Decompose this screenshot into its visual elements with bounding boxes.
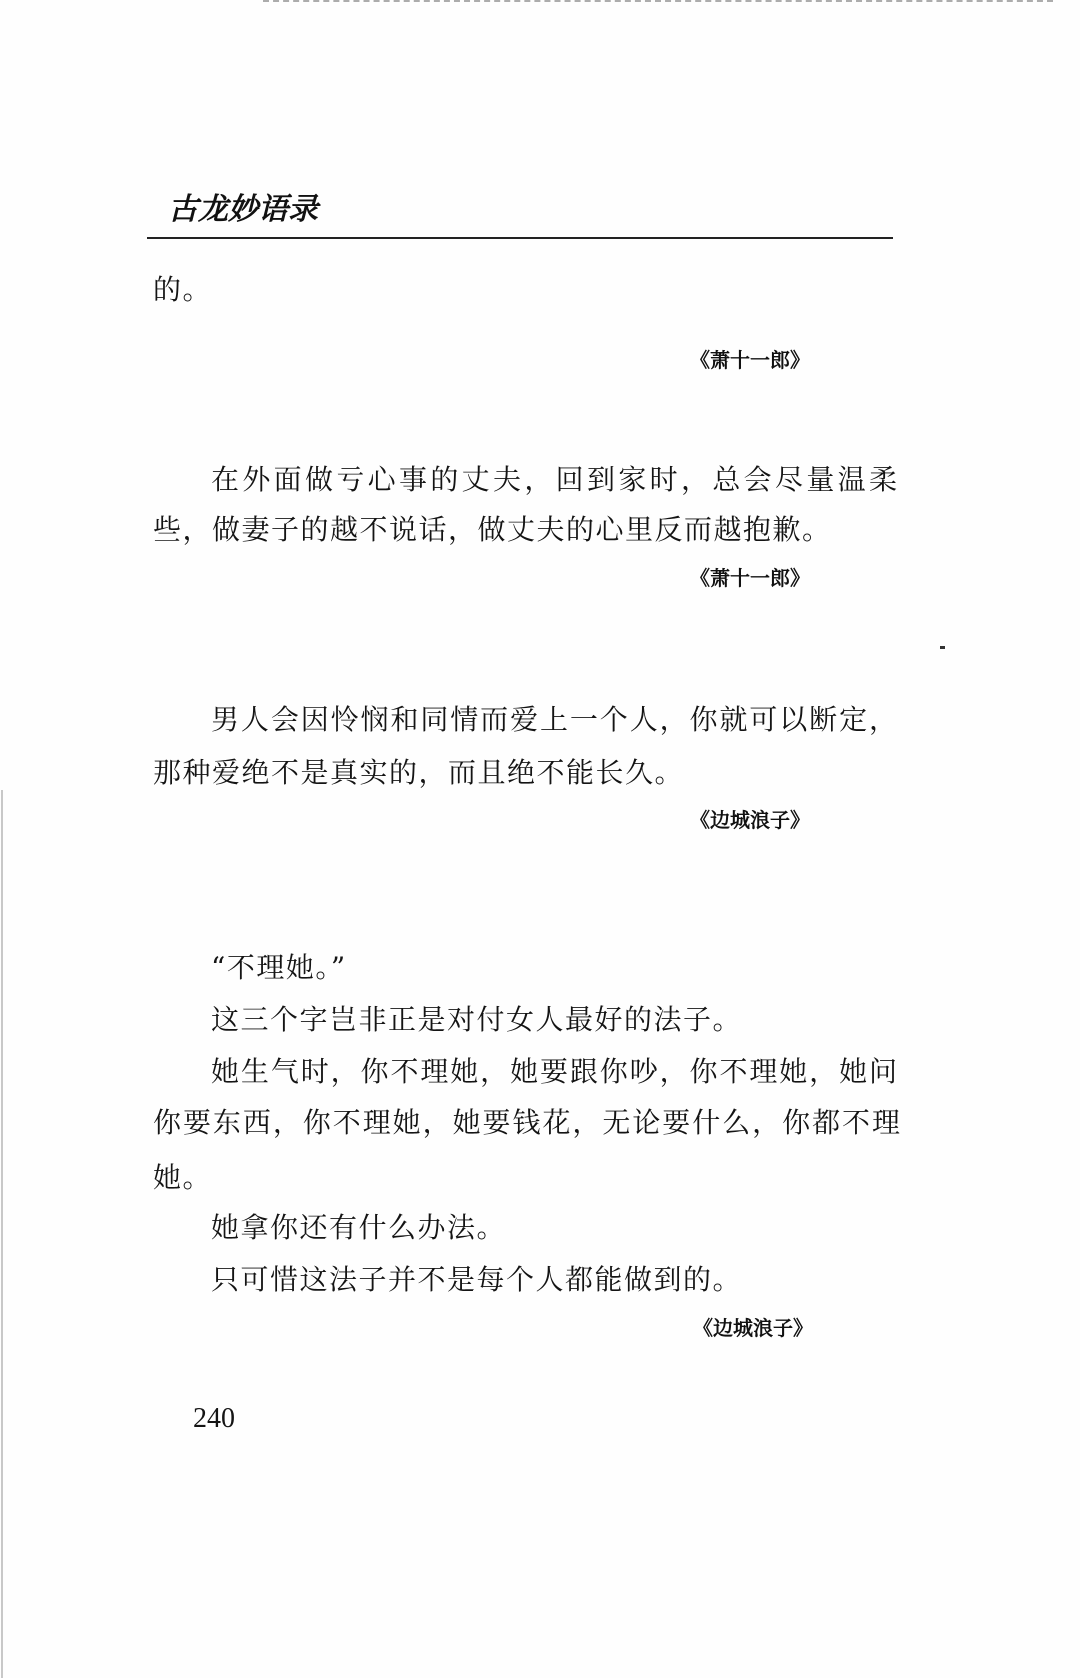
source-citation: 《边城浪子》: [690, 808, 810, 832]
header-rule: [147, 237, 893, 239]
scan-artifact-dot: [940, 646, 945, 649]
text-line: 的。: [153, 273, 213, 306]
text-line: 这三个字岂非正是对付女人最好的法子。: [211, 1003, 743, 1036]
source-citation: 《萧十一郎》: [690, 566, 810, 590]
text-line: 她生气时，你不理她，她要跟你吵，你不理她，她问: [211, 1055, 897, 1088]
source-citation: 《萧十一郎》: [690, 348, 810, 372]
running-header-title: 古龙妙语录: [168, 192, 318, 227]
text-line: 她。: [153, 1161, 213, 1194]
source-citation: 《边城浪子》: [693, 1316, 813, 1340]
text-line: 你要东西，你不理她，她要钱花，无论要什么，你都不理: [153, 1106, 900, 1139]
text-line: 男人会因怜悯和同情而爱上一个人，你就可以断定，: [211, 703, 897, 736]
scan-artifact-left-edge: [1, 790, 3, 1678]
text-line: 那种爱绝不是真实的，而且绝不能长久。: [153, 756, 685, 789]
text-line: 在外面做亏心事的丈夫，回到家时，总会尽量温柔: [211, 463, 897, 496]
text-line: 些，做妻子的越不说话，做丈夫的心里反而越抱歉。: [153, 513, 832, 546]
scan-artifact-top-edge: [263, 0, 1053, 2]
text-line: “不理她。”: [211, 951, 347, 984]
text-line: 她拿你还有什么办法。: [211, 1211, 507, 1244]
page-number: 240: [193, 1403, 235, 1434]
text-line: 只可惜这法子并不是每个人都能做到的。: [211, 1263, 743, 1296]
